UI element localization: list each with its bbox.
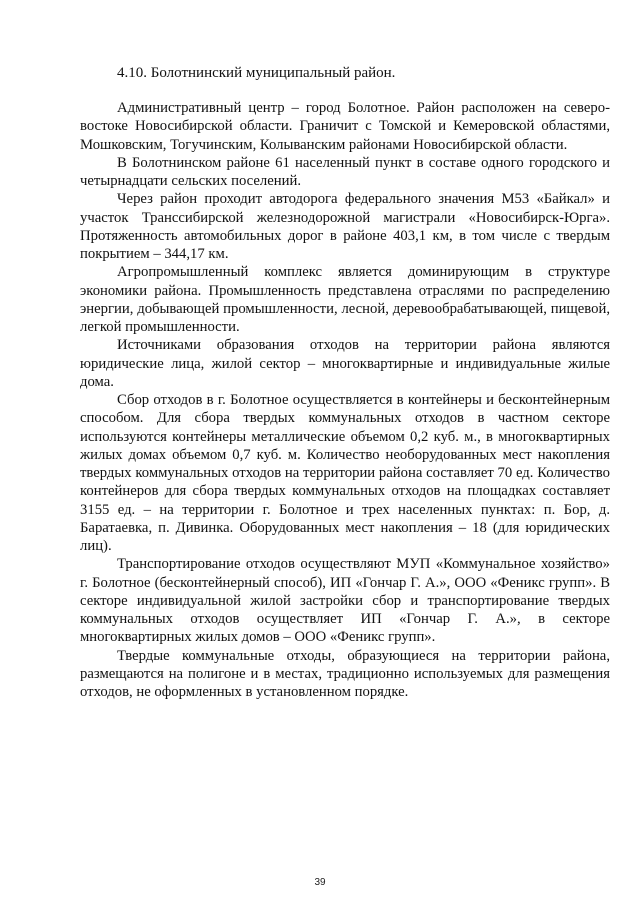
document-body [80,99,610,701]
paragraph-waste-disposal: Твердые коммунальные отходы, образующиеся на территории района, размещаются на полигоне и в местах, традиционно используемых для размещения отходов, не оформленных в установленном порядке. [80,647,610,700]
paragraph-settlements: В Болотнинском районе 61 населенный пункт в составе одного городского и четырнадцати сельских поселений. [80,154,610,189]
paragraph-waste-collection: Сбор отходов в г. Болотное осуществляется в контейнеры и бесконтейнерным способом. Для сбора твердых коммунальных отходов в частном секторе используются контейнеры металлические объемом 0,2 куб. м., в многоквартирных жилых домах объемом 0,7 куб. м. Количество необорудованных мест накопления твердых коммунальных отходов на территории района составляет 70 ед. Количество контейнеров для сбора твердых коммунальных отходов на площадках составляет 3155 ед. – на территории г. Болотное и трех населенных пунктах: п. Бор, д. Баратаевка, п. Дивинка. Оборудованных мест накопления – 18 (для юридических лиц). [80,392,610,554]
paragraph-waste-sources: Источниками образования отходов на территории района являются юридические лица, жилой сектор – многоквартирные и индивидуальные жилые дома. [80,337,610,390]
paragraph-admin-center: Административный центр – город Болотное. Район расположен на северо-востоке Новосибирской области. Граничит с Томской и Кемеровской областями, Мошковским, Тогучинским, Колыванским районами Новосибирской области. [80,100,610,153]
page-number: 39 [314,877,326,888]
section-heading: 4.10. Болотнинский муниципальный район. [117,65,396,81]
paragraph-economy: Агропромышленный комплекс является доминирующим в структуре экономики района. Промышленность представлена отраслями по распределению энергии, добывающей промышленности, лесной, деревообрабатывающей, пищевой, легкой промышленности. [80,264,610,335]
paragraph-waste-transport: Транспортирование отходов осуществляют МУП «Коммунальное хозяйство» г. Болотное (бесконтейнерный способ), ИП «Гончар Г. А.», ООО «Феникс групп». В секторе индивидуальной жилой застройки сбор и транспортирование твердых коммунальных отходов осуществляет ИП «Гончар Г. А.», в секторе многоквартирных жилых домов – ООО «Феникс групп». [80,556,610,646]
paragraph-roads: Через район проходит автодорога федерального значения М53 «Байкал» и участок Транссибирской железнодорожной магистрали «Новосибирск-Юрга». Протяженность автомобильных дорог в районе 403,1 км, в том числе с твердым покрытием – 344,17 км. [80,191,610,262]
